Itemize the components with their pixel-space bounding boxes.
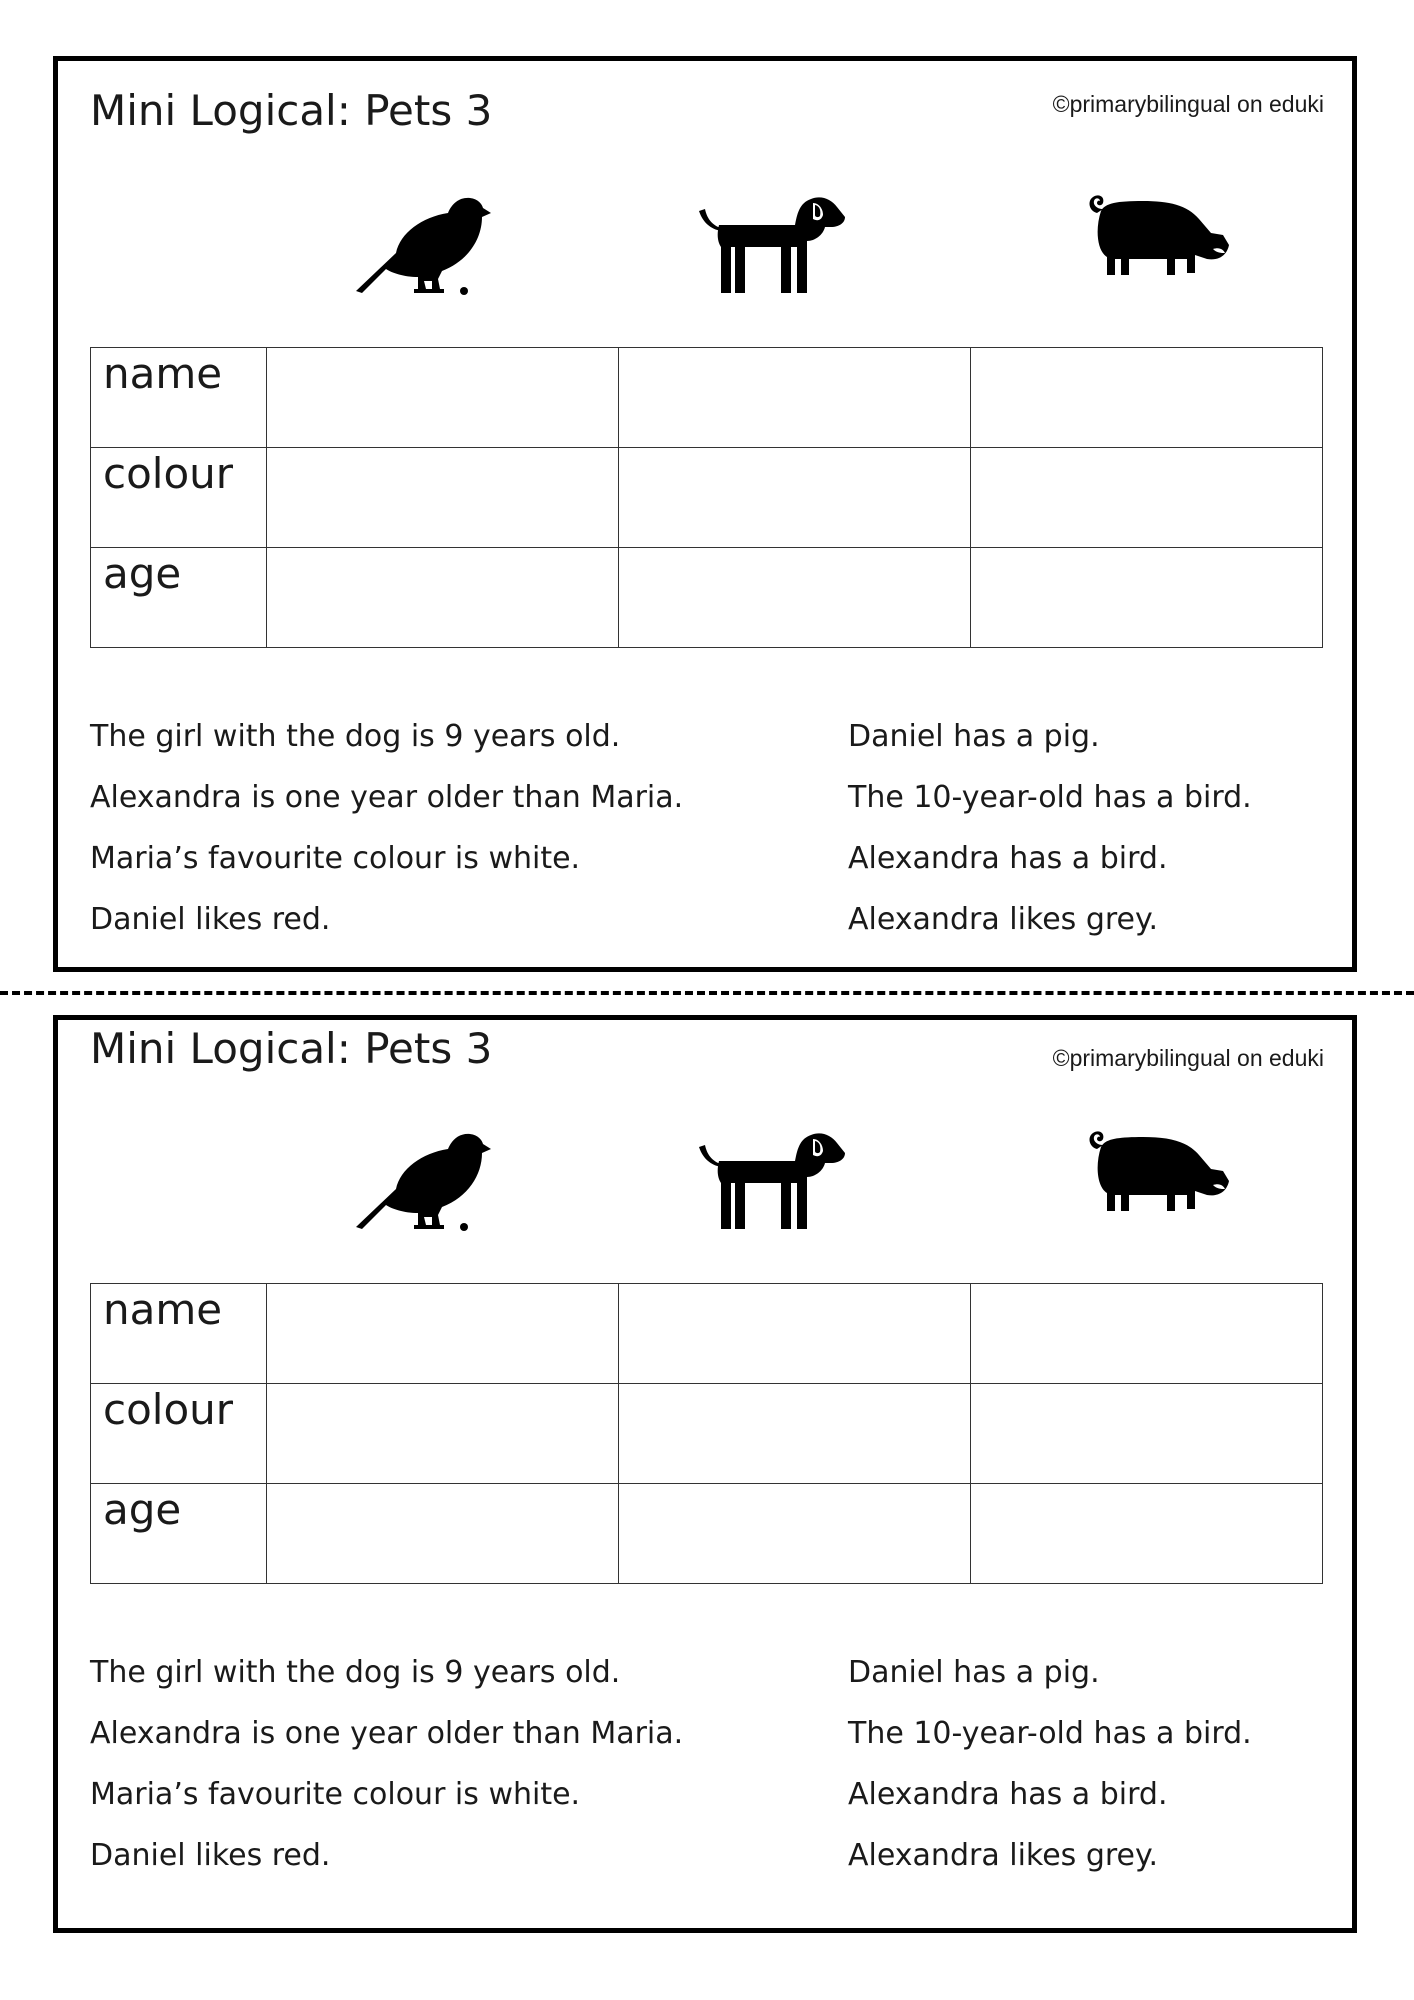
answer-cell[interactable] (971, 348, 1323, 448)
bird-icon (348, 1125, 498, 1235)
answer-cell[interactable] (971, 1384, 1323, 1484)
table-row (91, 1484, 1323, 1584)
table-row (91, 448, 1323, 548)
clue: Alexandra has a bird. (848, 1777, 1168, 1812)
answer-cell[interactable] (971, 1284, 1323, 1384)
logic-grid (90, 347, 1323, 648)
copyright-credit: ©primarybilingual on eduki (1052, 91, 1324, 117)
clue: Alexandra is one year older than Maria. (90, 780, 684, 815)
dog-icon (695, 1125, 845, 1235)
answer-cell[interactable] (267, 1384, 619, 1484)
worksheet-card-1 (53, 56, 1357, 972)
answer-cell[interactable] (619, 1484, 971, 1584)
table-row (91, 1384, 1323, 1484)
answer-cell[interactable] (267, 548, 619, 648)
clue: The 10-year-old has a bird. (848, 780, 1252, 815)
table-row (91, 548, 1323, 648)
table-row (91, 1284, 1323, 1384)
pig-icon (1083, 1125, 1233, 1235)
clue: Daniel has a pig. (848, 1655, 1100, 1690)
copyright-credit: ©primarybilingual on eduki (1052, 1045, 1324, 1071)
answer-cell[interactable] (619, 348, 971, 448)
table-row (91, 348, 1323, 448)
clue: The girl with the dog is 9 years old. (90, 1655, 621, 1690)
worksheet-title: Mini Logical: Pets 3 (90, 1024, 493, 1073)
worksheet-title: Mini Logical: Pets 3 (90, 86, 493, 135)
worksheet-card-2 (53, 1015, 1357, 1933)
answer-cell[interactable] (619, 548, 971, 648)
clue-column-left (90, 1642, 683, 1886)
clue-column-left (90, 706, 683, 950)
pig-icon (1083, 189, 1233, 299)
answer-cell[interactable] (267, 348, 619, 448)
clue: Maria’s favourite colour is white. (90, 1777, 581, 1812)
answer-cell[interactable] (267, 1284, 619, 1384)
clue: Alexandra is one year older than Maria. (90, 1716, 684, 1751)
row-label-age: age (91, 548, 267, 648)
row-label-name: name (91, 348, 267, 448)
clue: Alexandra likes grey. (848, 1838, 1159, 1873)
cut-line-divider (0, 991, 1414, 995)
row-label-age: age (91, 1484, 267, 1584)
clue-column-right (848, 1642, 1252, 1886)
clue: Alexandra has a bird. (848, 841, 1168, 876)
answer-cell[interactable] (267, 1484, 619, 1584)
row-label-colour: colour (91, 1384, 267, 1484)
clue: Daniel likes red. (90, 1838, 331, 1873)
answer-cell[interactable] (971, 1484, 1323, 1584)
clue: Maria’s favourite colour is white. (90, 841, 581, 876)
answer-cell[interactable] (619, 1384, 971, 1484)
answer-cell[interactable] (971, 548, 1323, 648)
answer-cell[interactable] (619, 448, 971, 548)
answer-cell[interactable] (619, 1284, 971, 1384)
clue: The 10-year-old has a bird. (848, 1716, 1252, 1751)
logic-grid (90, 1283, 1323, 1584)
clue-column-right (848, 706, 1252, 950)
clue: Daniel has a pig. (848, 719, 1100, 754)
clue: Daniel likes red. (90, 902, 331, 937)
clue: Alexandra likes grey. (848, 902, 1159, 937)
row-label-colour: colour (91, 448, 267, 548)
dog-icon (695, 189, 845, 299)
clue: The girl with the dog is 9 years old. (90, 719, 621, 754)
row-label-name: name (91, 1284, 267, 1384)
answer-cell[interactable] (971, 448, 1323, 548)
answer-cell[interactable] (267, 448, 619, 548)
bird-icon (348, 189, 498, 299)
